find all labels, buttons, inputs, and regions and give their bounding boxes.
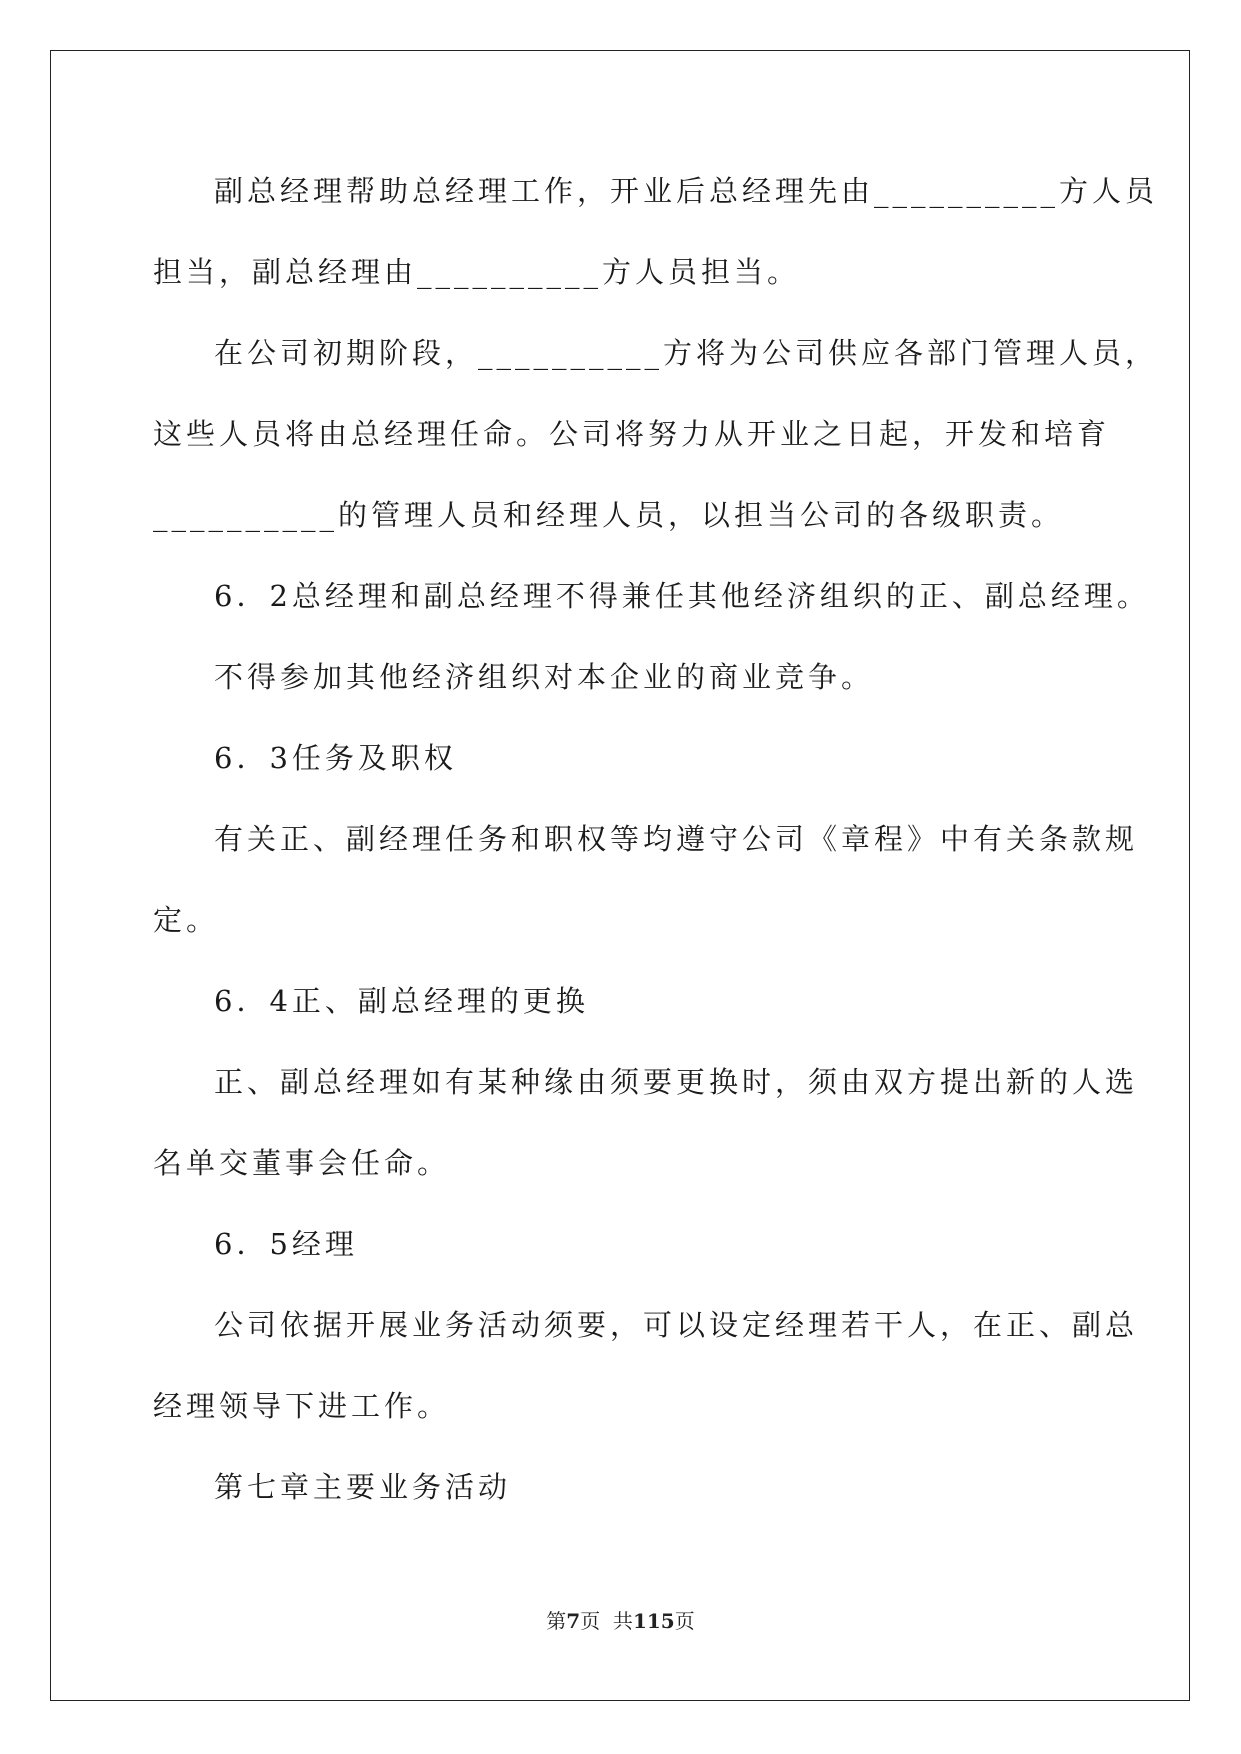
- footer-middle: 页 共: [580, 1609, 633, 1633]
- paragraph-line: __________的管理人员和经理人员，以担当公司的各级职责。: [153, 498, 1065, 532]
- paragraph-line: 有关正、副经理任务和职权等均遵守公司《章程》中有关条款规: [214, 822, 1139, 856]
- footer-suffix: 页: [674, 1609, 695, 1633]
- clause-heading: 6．2总经理和副总经理不得兼任其他经济组织的正、副总经理。: [214, 579, 1150, 613]
- clause-heading: 6．4正、副总经理的更换: [214, 984, 589, 1018]
- page-footer: [0, 1605, 1241, 1634]
- paragraph-line: 这些人员将由总经理任命。公司将努力从开业之日起，开发和培育: [153, 417, 1111, 451]
- paragraph-line: 在公司初期阶段，__________方将为公司供应各部门管理人员，: [214, 336, 1159, 370]
- footer-prefix: 第: [546, 1609, 567, 1633]
- paragraph-line: 正、副总经理如有某种缘由须要更换时，须由双方提出新的人选: [214, 1065, 1139, 1099]
- paragraph-line: 不得参加其他经济组织对本企业的商业竞争。: [214, 660, 875, 694]
- paragraph-line: 名单交董事会任命。: [153, 1146, 451, 1180]
- paragraph-line: 定。: [153, 903, 220, 937]
- chapter-heading: 第七章主要业务活动: [214, 1470, 512, 1504]
- paragraph-line: 副总经理帮助总经理工作，开业后总经理先由__________方人员: [214, 174, 1159, 208]
- page-number: 7: [566, 1609, 581, 1633]
- page-border: [50, 50, 1190, 1701]
- page-total: 115: [632, 1609, 675, 1633]
- clause-heading: 6．3任务及职权: [214, 741, 457, 775]
- paragraph-line: 担当，副总经理由__________方人员担当。: [153, 255, 801, 289]
- clause-heading: 6．5经理: [214, 1227, 358, 1261]
- paragraph-line: 经理领导下进工作。: [153, 1389, 451, 1423]
- paragraph-line: 公司依据开展业务活动须要，可以设定经理若干人，在正、副总: [214, 1308, 1139, 1342]
